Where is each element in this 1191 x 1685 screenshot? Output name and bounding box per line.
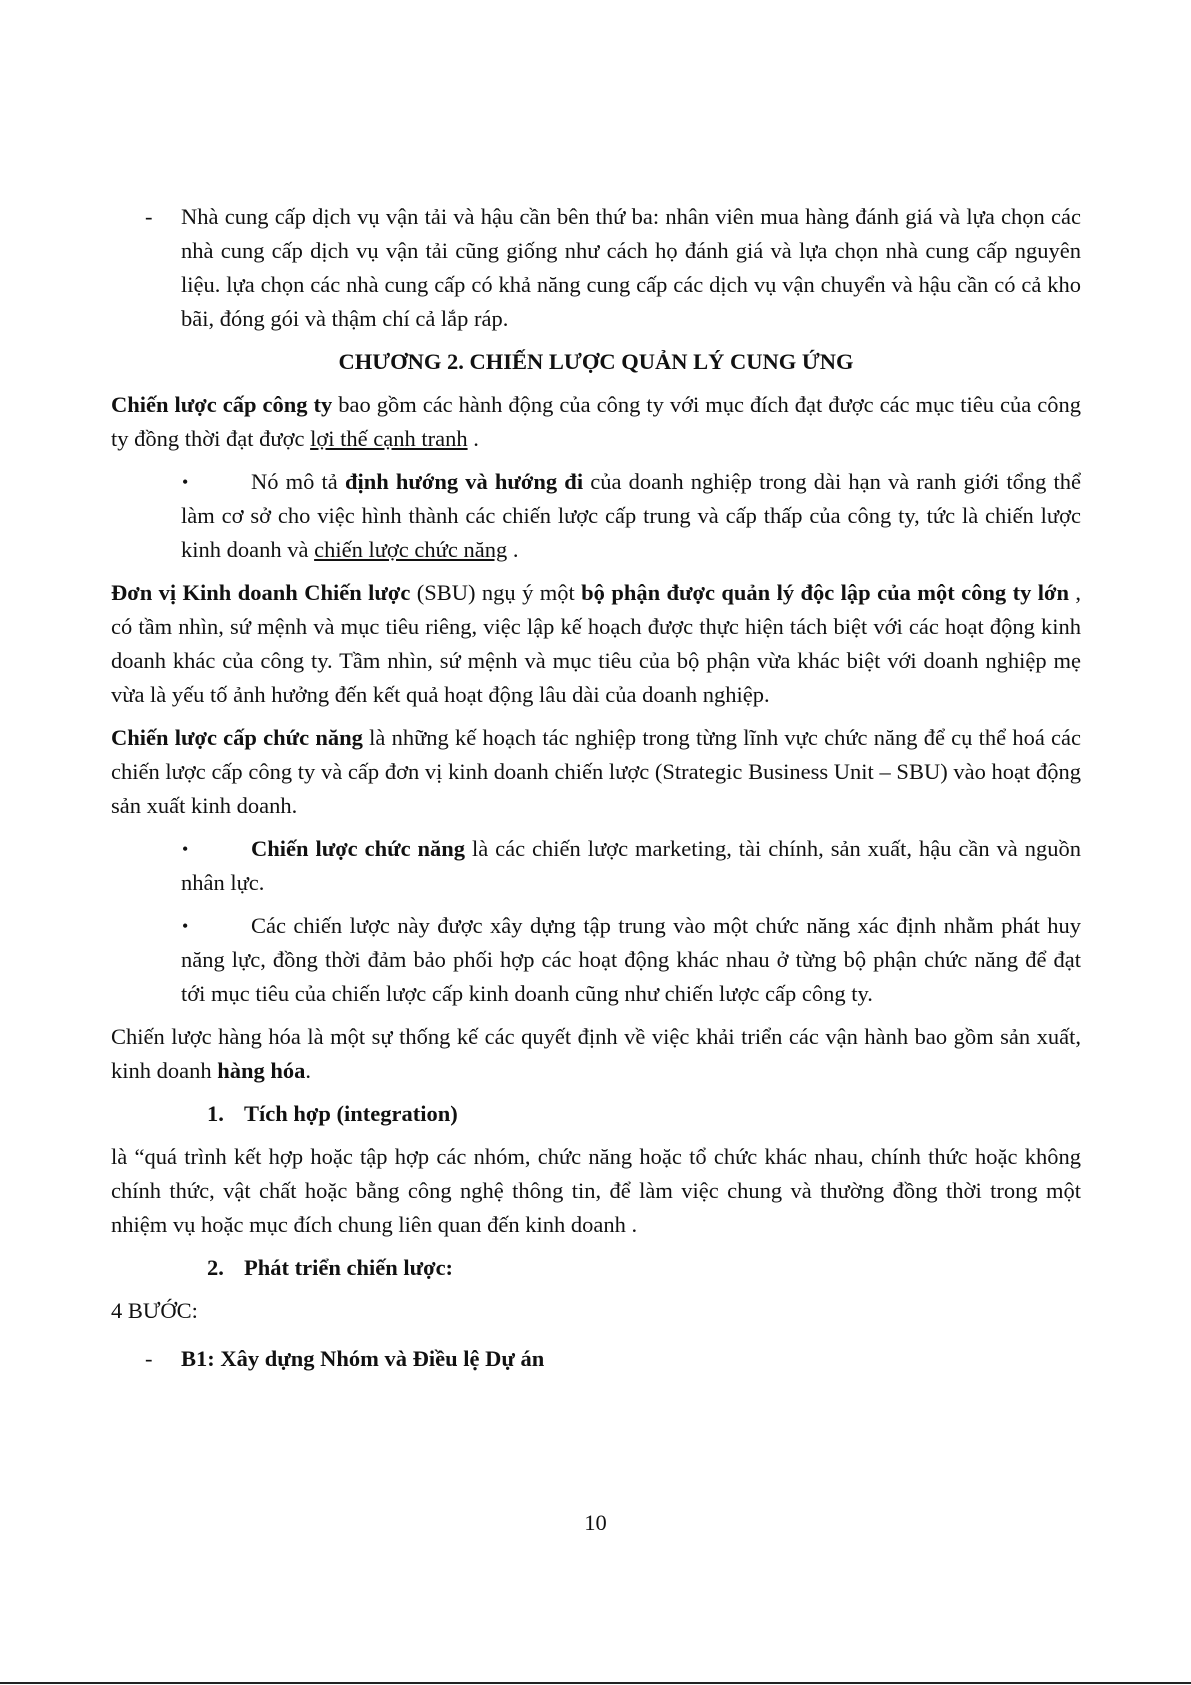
dash-item-text: Nhà cung cấp dịch vụ vận tải và hậu cần bên thứ ba: nhân viên mua hàng đánh giá và lựa chọn các nhà cung cấp dịch vụ vận tải cũng giống như cách họ đánh giá và lựa chọn nhà cung cấp nguyên liệu. lựa chọn các nhà cung cấp có khả năng cung cấp các dịch vụ vận chuyển và hậu cần có cả kho bãi, đóng gói và thậm chí cả lắp ráp. xyxy=(181,204,1081,331)
bullet-item: • Chiến lược chức năng là các chiến lược marketing, tài chính, sản xuất, hậu cần và nguồn nhân lực. xyxy=(111,832,1081,900)
paragraph-integration: là “quá trình kết hợp hoặc tập hợp các nhóm, chức năng hoặc tổ chức khác nhau, chính thức hoặc không chính thức, vật chất hoặc bằng công nghệ thông tin, để làm việc chung và thường đồng thời trong một nhiệm vụ hoặc mục đích chung liên quan đến kinh doanh . xyxy=(111,1144,1081,1237)
term-functional-strategy: Chiến lược cấp chức năng xyxy=(111,725,363,750)
link-functional-strategy[interactable]: chiến lược chức năng xyxy=(314,537,508,562)
page-content xyxy=(111,200,1081,1376)
page-number: 10 xyxy=(584,1510,607,1535)
dash-marker: - xyxy=(145,204,153,229)
dash-marker: - xyxy=(145,1346,153,1371)
bullet-item: • Các chiến lược này được xây dựng tập trung vào một chức năng xác định nhằm phát huy năng lực, đồng thời đảm bảo phối hợp các hoạt động khác nhau ở từng bộ phận chức năng để đạt tới mục tiêu của chiến lược cấp kinh doanh cũng như chiến lược cấp công ty. xyxy=(111,909,1081,1011)
term-corporate-strategy: Chiến lược cấp công ty xyxy=(111,392,333,417)
bottom-rule xyxy=(0,1682,1191,1684)
paragraph-functional-strategy: Chiến lược cấp chức năng là những kế hoạch tác nghiệp trong từng lĩnh vực chức năng để cụ thể hoá các chiến lược cấp công ty và cấp đơn vị kinh doanh chiến lược (Strategic Business Unit – SBU) vào hoạt động sản xuất kinh doanh. xyxy=(111,725,1082,818)
bullet-dot: • xyxy=(182,839,189,859)
numbered-heading-integration: 1. Tích hợp (integration) xyxy=(207,1101,458,1126)
bullet-dot: • xyxy=(182,472,189,492)
paragraph-goods-strategy: Chiến lược hàng hóa là một sự thống kế các quyết định về việc khải triển các vận hành bao gồm sản xuất, kinh doanh hàng hóa. xyxy=(111,1024,1081,1083)
link-competitive-advantage[interactable]: lợi thế cạnh tranh xyxy=(310,426,468,451)
term-sbu: Đơn vị Kinh doanh Chiến lược xyxy=(111,580,411,605)
dash-list-item xyxy=(111,200,1081,336)
numbered-heading-strategy-development: 2. Phát triển chiến lược: xyxy=(207,1255,454,1280)
steps-label: 4 BƯỚC: xyxy=(111,1298,198,1323)
bullet-dot: • xyxy=(182,916,189,936)
bullet-item: • Nó mô tả định hướng và hướng đi của doanh nghiệp trong dài hạn và ranh giới tổng thể làm cơ sở cho việc hình thành các chiến lược cấp trung và cấp thấp của công ty, tức là chiến lược kinh doanh và chiến lược chức năng . xyxy=(111,465,1081,567)
chapter-heading: CHƯƠNG 2. CHIẾN LƯỢC QUẢN LÝ CUNG ỨNG xyxy=(338,349,854,374)
dash-item-text: B1: Xây dựng Nhóm và Điều lệ Dự án xyxy=(181,1346,545,1371)
dash-list-item xyxy=(111,1342,1081,1376)
paragraph-corporate-strategy: Chiến lược cấp công ty bao gồm các hành động của công ty với mục đích đạt được các mục tiêu của công ty đồng thời đạt được lợi thế cạnh tranh . xyxy=(111,392,1081,451)
paragraph-sbu: Đơn vị Kinh doanh Chiến lược (SBU) ngụ ý một bộ phận được quản lý độc lập của một công ty lớn , có tầm nhìn, sứ mệnh và mục tiêu riêng, việc lập kế hoạch được thực hiện tách biệt với các hoạt động kinh doanh khác của công ty. Tầm nhìn, sứ mệnh và mục tiêu của bộ phận vừa khác biệt với doanh nghiệp mẹ vừa là yếu tố ảnh hưởng đến kết quả hoạt động lâu dài của doanh nghiệp. xyxy=(111,580,1082,707)
